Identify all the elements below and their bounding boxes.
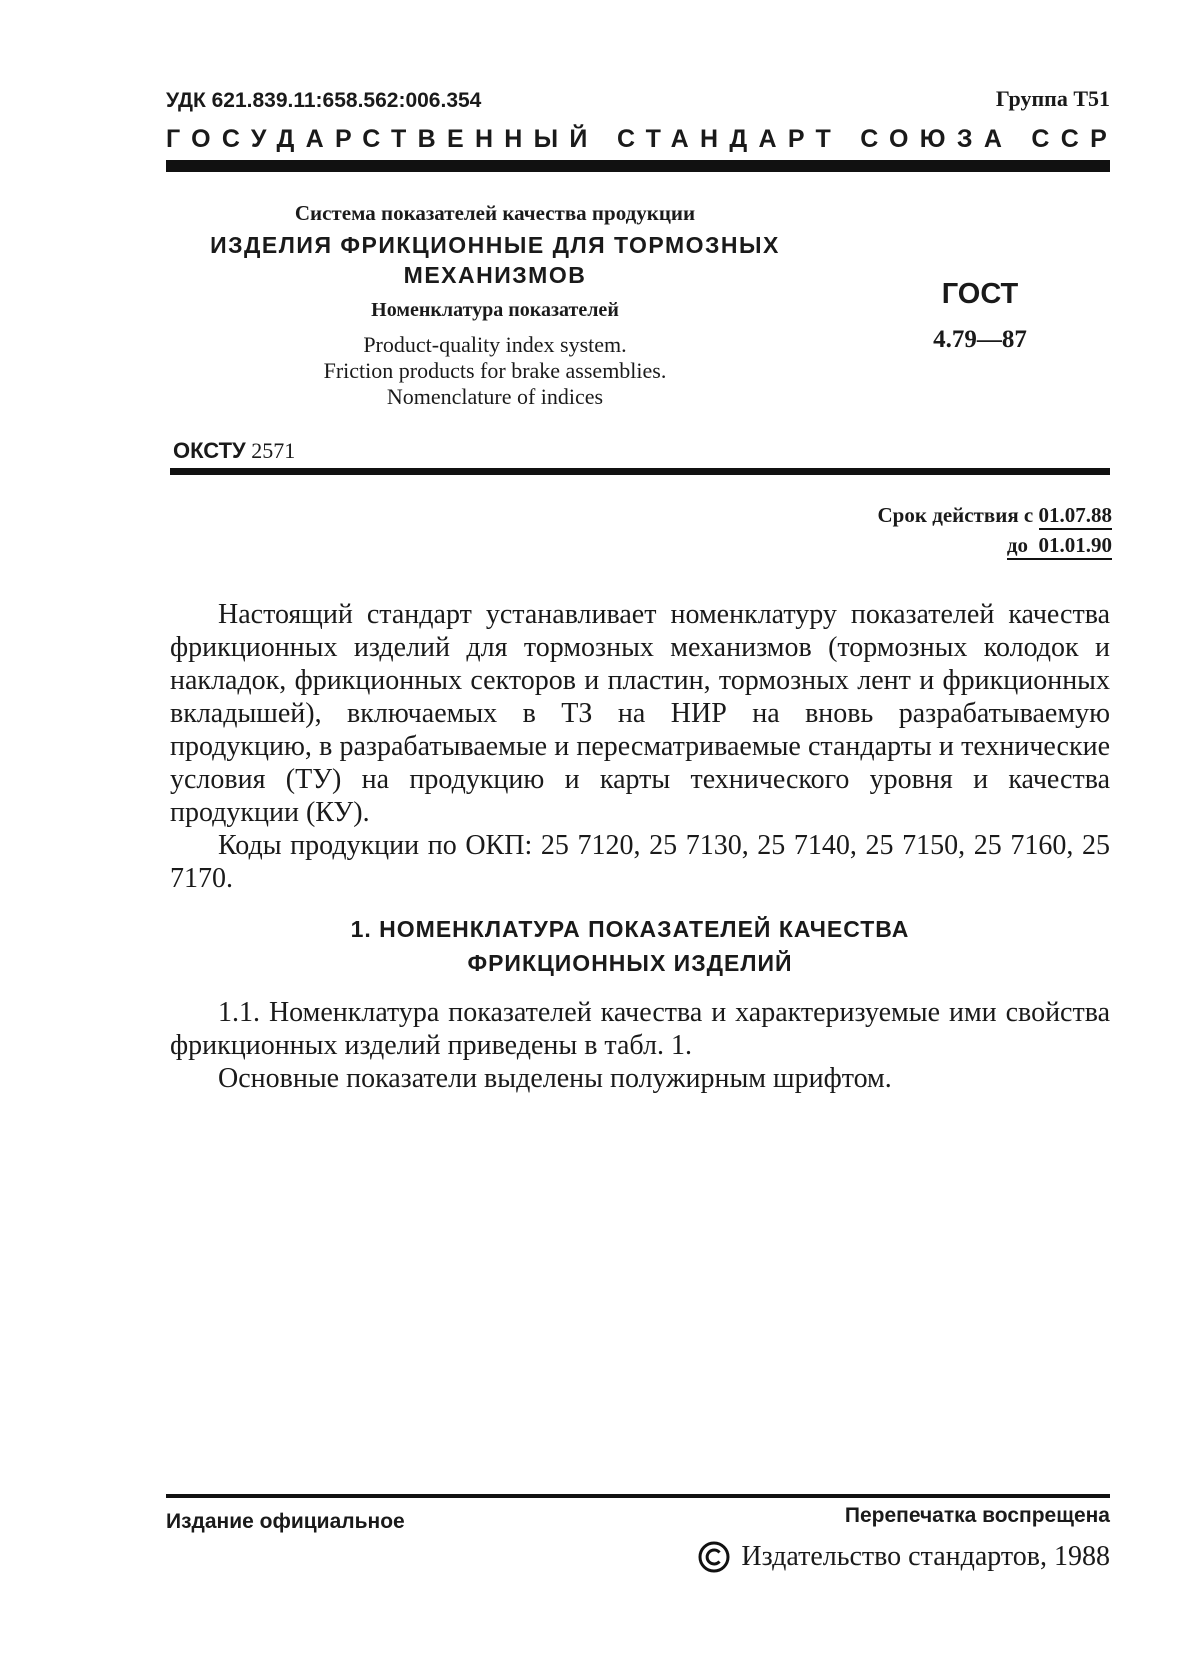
publisher-text: Издательство стандартов, 1988 <box>741 1541 1110 1572</box>
validity-from-label: Срок действия с <box>877 503 1034 527</box>
publisher-line <box>697 1540 1110 1574</box>
gost-number: 4.79—87 <box>933 326 1027 353</box>
title-block <box>175 200 815 410</box>
validity-to-date: 01.01.90 <box>1038 533 1112 557</box>
section-1-text <box>170 996 1110 1095</box>
okstu-value: 2571 <box>251 438 296 463</box>
validity-to <box>1007 533 1112 560</box>
okstu-label: ОКСТУ <box>173 438 246 463</box>
system-subtitle: Система показателей качества продукции <box>294 201 696 225</box>
validity-to-label: до <box>1006 533 1028 557</box>
main-title-line2: МЕХАНИЗМОВ <box>403 262 587 288</box>
reprint-prohibited: Перепечатка воспрещена <box>844 1504 1110 1527</box>
section-title-line2: ФРИКЦИОННЫХ ИЗДЕЛИЙ <box>467 950 793 976</box>
english-title-line2: Friction products for brake assemblies. <box>323 358 667 383</box>
english-title-line3: Nomenclature of indices <box>386 384 604 409</box>
copyright-icon <box>697 1540 731 1574</box>
intro-text <box>170 598 1110 895</box>
validity-from-date: 01.07.88 <box>1039 503 1113 530</box>
intro-paragraph: Настоящий стандарт устанавливает номенклатуру показателей качества фрикционных изделий для тормозных механизмов (тормозных колодок и накладок, фрикционных секторов и пластин, тормозных лент и фрикционных вкладышей), включаемых в ТЗ на НИР на вновь разрабатываемую продукцию, в разрабатываемые и пересматриваемые стандарты и технические условия (ТУ) на продукцию и карты технического уровня и качества продукции (КУ). <box>170 599 1110 828</box>
udk-code: УДК 621.839.11:658.562:006.354 <box>166 89 482 112</box>
title-divider <box>170 468 1110 475</box>
nomenclature-subtitle: Номенклатура показателей <box>371 299 619 321</box>
validity-period <box>812 500 1112 560</box>
footer-divider <box>166 1494 1110 1498</box>
okp-codes-paragraph: Коды продукции по ОКП: 25 7120, 25 7130, 25 7140, 25 7150, 25 7160, 25 7170. <box>170 830 1110 894</box>
official-edition: Издание официальное <box>166 1510 405 1533</box>
gost-label: ГОСТ <box>941 278 1019 310</box>
english-title-line1: Product-quality index system. <box>363 332 627 357</box>
bold-note-paragraph: Основные показатели выделены полужирным шрифтом. <box>218 1063 892 1094</box>
okstu-code <box>173 438 295 464</box>
state-standard-heading: ГОСУДАРСТВЕННЫЙ СТАНДАРТ СОЮЗА ССР <box>166 125 1119 153</box>
section-1-title <box>200 912 1060 980</box>
clause-1-1-paragraph: 1.1. Номенклатура показателей качества и характеризуемые ими свойства фрикционных изделий приведены в табл. 1. <box>170 997 1110 1061</box>
header-divider <box>166 160 1110 172</box>
section-title-line1: 1. НОМЕНКЛАТУРА ПОКАЗАТЕЛЕЙ КАЧЕСТВА <box>350 916 910 942</box>
group-code: Группа Т51 <box>995 86 1110 111</box>
main-title-line1: ИЗДЕЛИЯ ФРИКЦИОННЫЕ ДЛЯ ТОРМОЗНЫХ <box>210 232 780 258</box>
